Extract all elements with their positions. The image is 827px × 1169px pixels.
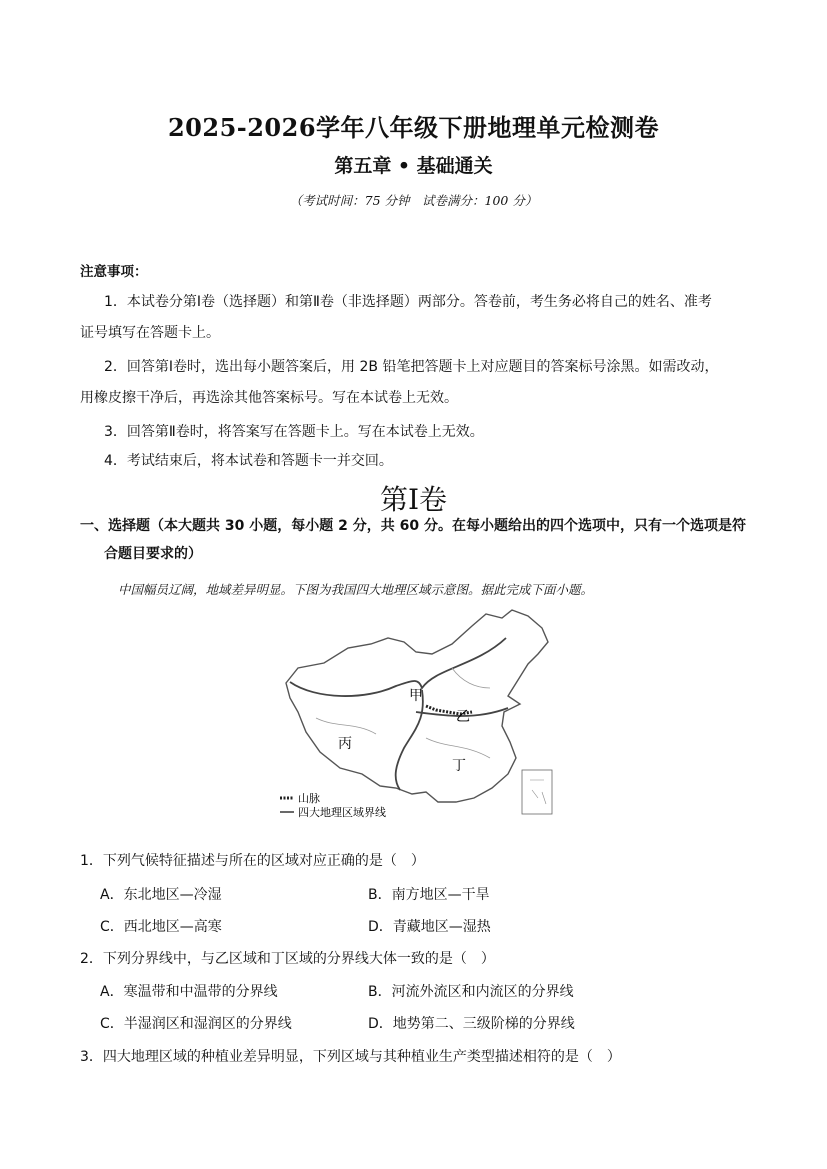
region-label-jia: 甲 [409, 688, 423, 704]
boundary-west [396, 690, 423, 790]
china-outline [286, 610, 548, 802]
question-2-stem: 2．下列分界线中，与乙区域和丁区域的分界线大体一致的是（ ） [80, 951, 495, 967]
legend-mountain: 山脉 [298, 792, 320, 805]
exam-title: 2025-2026学年八年级下册地理单元检测卷 [167, 113, 660, 142]
question-2-option-c[interactable]: C．半湿润区和湿润区的分界线 [100, 1016, 292, 1032]
notice-item-2-line-2: 用橡皮擦干净后，再选涂其他答案标号。写在本试卷上无效。 [80, 390, 458, 406]
section-instruction-line-1: 一、选择题（本大题共 30 小题，每小题 2 分，共 60 分。在每小题给出的四个选项中，只有一个选项是符 [80, 518, 746, 534]
reading-passage: 中国幅员辽阔，地域差异明显。下图为我国四大地理区域示意图。据此完成下面小题。 [118, 582, 594, 597]
notice-item-1-line-1: 1．本试卷分第Ⅰ卷（选择题）和第Ⅱ卷（非选择题）两部分。答卷前，考生务必将自己的姓名、准考 [104, 294, 712, 310]
question-2-option-d[interactable]: D．地势第二、三级阶梯的分界线 [368, 1016, 575, 1032]
exam-time-score: （考试时间：75 分钟 试卷满分：100 分） [289, 193, 538, 208]
question-3-stem: 3．四大地理区域的种植业差异明显，下列区域与其种植业生产类型描述相符的是（ ） [80, 1049, 621, 1065]
region-label-bing: 丙 [338, 736, 352, 752]
notice-item-2-line-1: 2．回答第Ⅰ卷时，选出每小题答案后，用 2B 铅笔把答题卡上对应题目的答案标号涂黑。如需改动， [104, 359, 719, 375]
boundary-north [290, 638, 506, 696]
section-title: 第Ⅰ卷 [379, 483, 448, 516]
legend-boundary: 四大地理区域界线 [298, 806, 386, 819]
notice-heading: 注意事项： [80, 264, 148, 280]
south-sea-inset [522, 770, 552, 814]
question-2-option-b[interactable]: B．河流外流区和内流区的分界线 [368, 984, 574, 1000]
question-1-stem: 1．下列气候特征描述与所在的区域对应正确的是（ ） [80, 853, 425, 869]
notice-item-1-line-2: 证号填写在答题卡上。 [80, 325, 220, 341]
chapter-subtitle: 第五章 • 基础通关 [334, 155, 493, 177]
question-1-option-a[interactable]: A．东北地区—冷湿 [100, 887, 222, 903]
section-instruction-line-2: 合题目要求的） [104, 546, 202, 562]
question-1-option-c[interactable]: C．西北地区—高寒 [100, 919, 222, 935]
notice-item-4: 4．考试结束后，将本试卷和答题卡一并交回。 [104, 453, 393, 469]
river-line [316, 718, 376, 734]
river-line [452, 668, 490, 688]
china-regions-map [276, 608, 566, 830]
question-2-option-a[interactable]: A．寒温带和中温带的分界线 [100, 984, 278, 1000]
region-label-ding: 丁 [452, 758, 466, 774]
region-label-yi: 乙 [456, 709, 470, 725]
south-sea-islands [530, 780, 546, 804]
question-1-option-b[interactable]: B．南方地区—干旱 [368, 887, 490, 903]
question-1-option-d[interactable]: D．青藏地区—湿热 [368, 919, 491, 935]
notice-item-3: 3．回答第Ⅱ卷时，将答案写在答题卡上。写在本试卷上无效。 [104, 424, 484, 440]
river-line [426, 738, 490, 758]
